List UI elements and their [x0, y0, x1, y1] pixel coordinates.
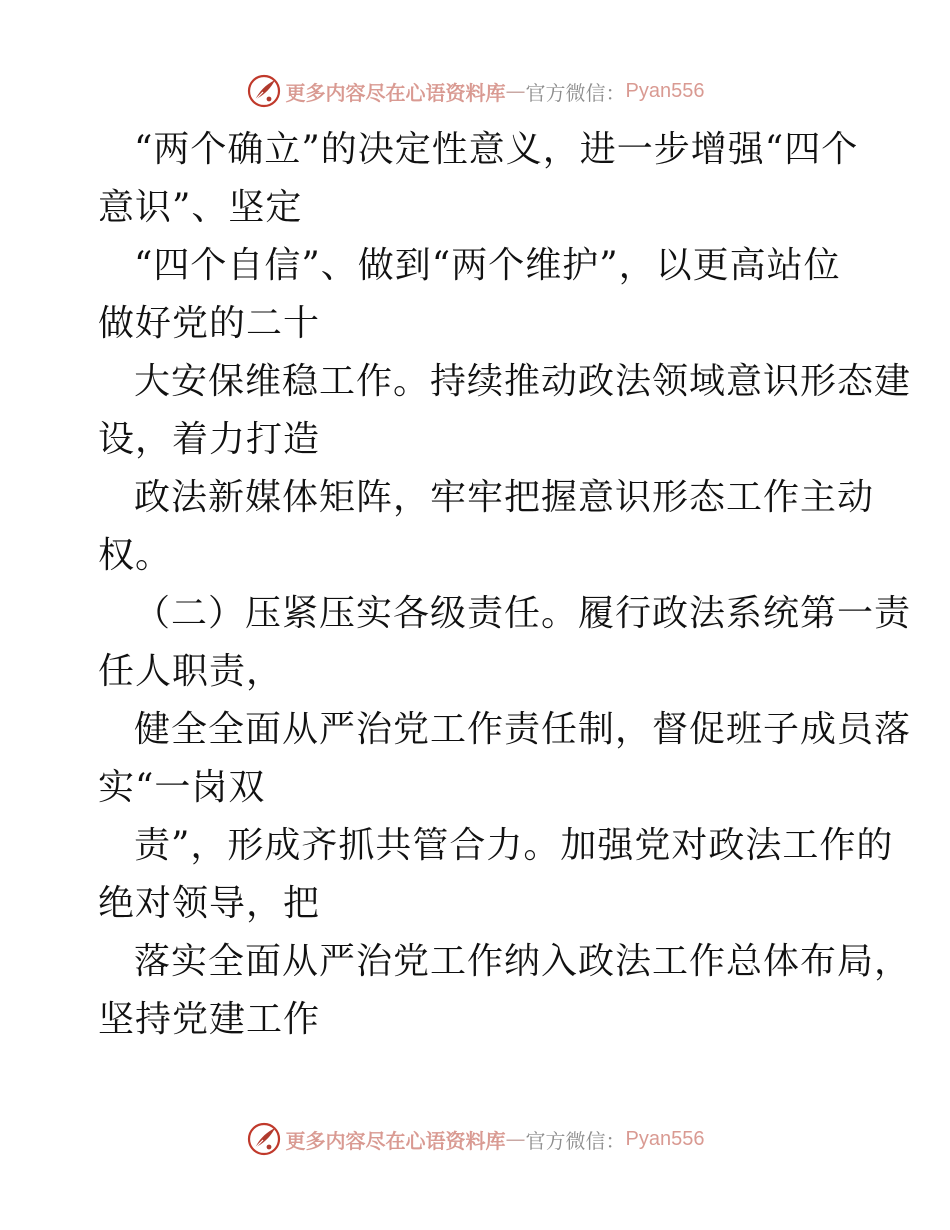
document-body: [98, 121, 912, 1049]
text-line: 大安保维稳工作。持续推动政法领域意识形态建: [134, 361, 912, 402]
text-line: 任人职责，: [98, 651, 284, 692]
text-line: 落实全面从严治党工作纳入政法工作总体布局，: [134, 941, 912, 982]
text-line: 坚持党建工作: [98, 999, 321, 1040]
text-line: 设，着力打造: [98, 419, 321, 460]
watermark-separator: —: [505, 79, 526, 103]
quill-pen-icon: [246, 1121, 282, 1157]
text-line: 政法新媒体矩阵，牢牢把握意识形态工作主动: [134, 477, 875, 518]
watermark-separator: —: [505, 1127, 526, 1151]
text-line: 意识”、坚定: [98, 187, 303, 228]
text-line: （二）压紧压实各级责任。履行政法系统第一责: [134, 593, 912, 634]
text-line: “四个自信”、做到“两个维护”，以更高站位: [134, 245, 841, 286]
header-watermark: [0, 71, 950, 111]
text-line: 实“一岗双: [98, 767, 266, 808]
footer-watermark: [0, 1119, 950, 1159]
watermark-wechat-id: Pyan556: [625, 79, 705, 102]
watermark-title: 更多内容尽在心语资料库: [285, 1128, 506, 1153]
text-line: 绝对领导，把: [98, 883, 321, 924]
watermark-wechat-label: 官方微信：: [525, 80, 626, 105]
watermark-wechat-id: Pyan556: [625, 1127, 705, 1150]
text-line: 责”，形成齐抓共管合力。加强党对政法工作的: [134, 825, 894, 866]
watermark-wechat-label: 官方微信：: [525, 1128, 626, 1153]
watermark-title: 更多内容尽在心语资料库: [285, 80, 506, 105]
text-line: 健全全面从严治党工作责任制，督促班子成员落: [134, 709, 912, 750]
text-line: 权。: [98, 535, 173, 576]
text-line: “两个确立”的决定性意义，进一步增强“四个: [134, 129, 859, 170]
quill-pen-icon: [246, 73, 282, 109]
text-line: 做好党的二十: [98, 303, 321, 344]
